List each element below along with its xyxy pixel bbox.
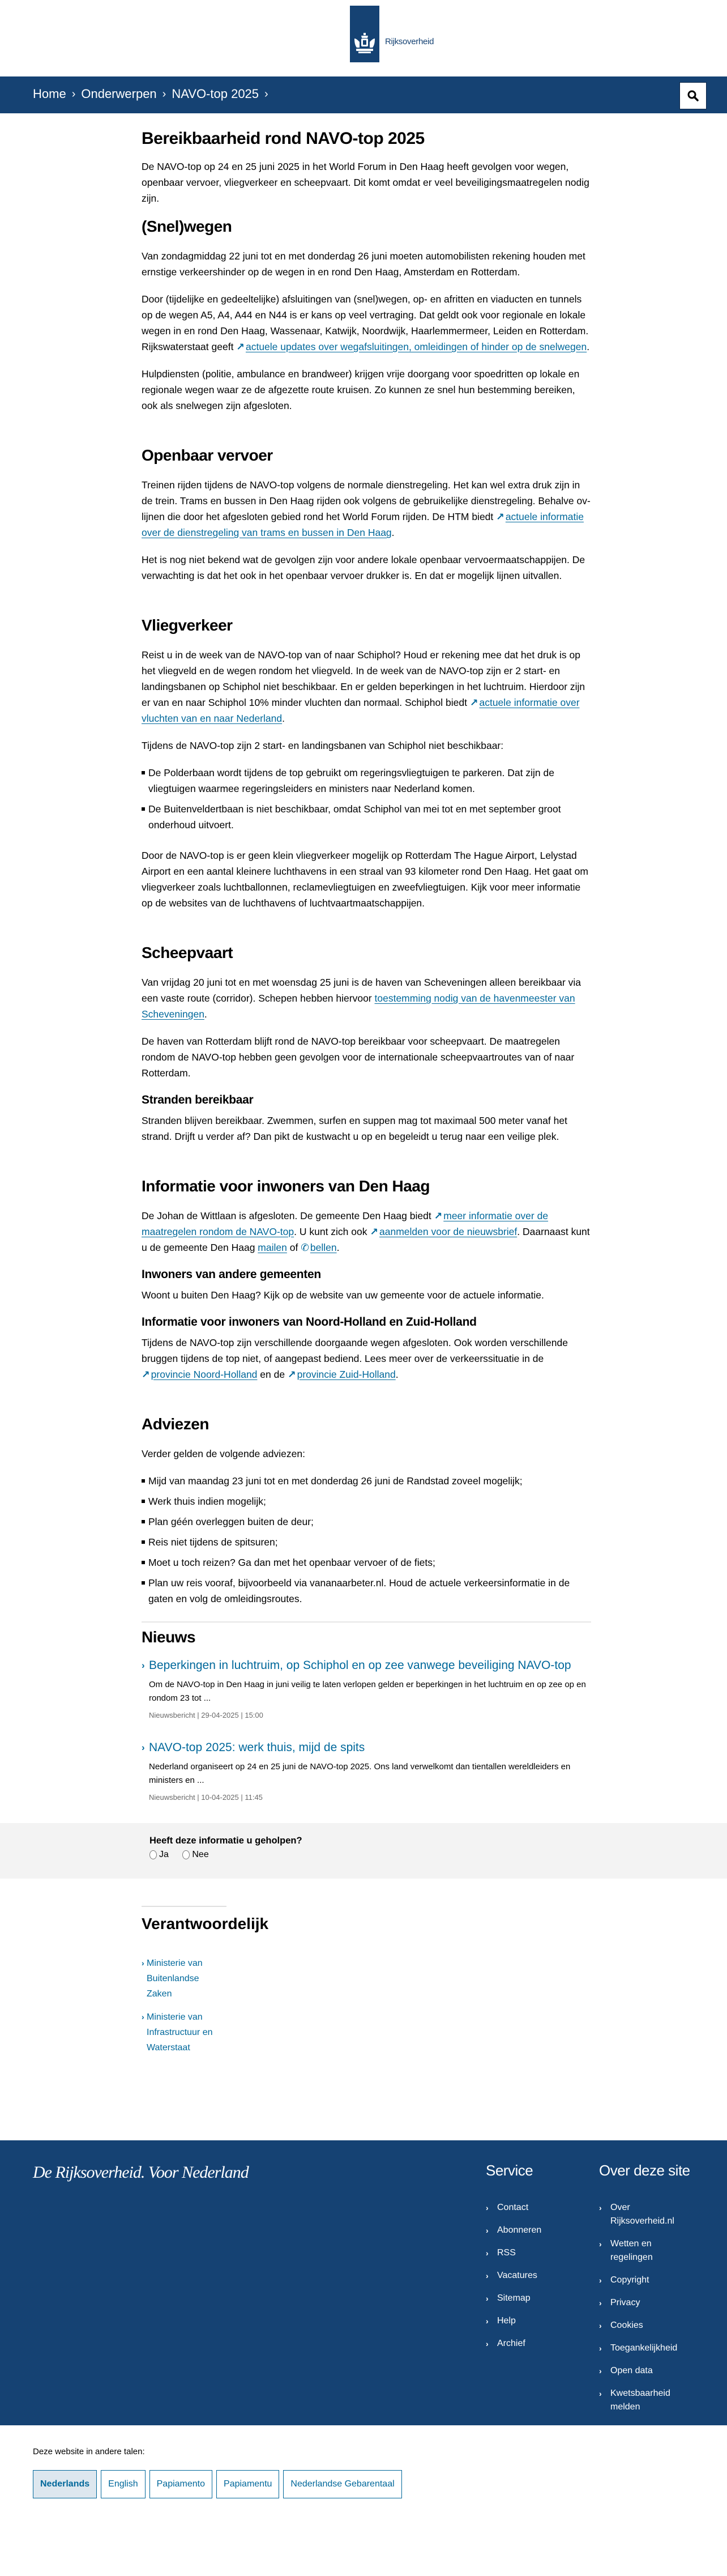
search-button[interactable]	[679, 82, 707, 109]
paragraph	[142, 647, 591, 726]
text: .	[587, 341, 590, 352]
feedback-no-radio[interactable]	[182, 1850, 208, 1860]
footer-link-text[interactable]: Over Rijksoverheid.nl	[610, 2203, 674, 2226]
section-openbaar-vervoer	[142, 446, 591, 584]
news-item	[142, 1741, 591, 1802]
footer-link-text[interactable]: Toegankelijkheid	[610, 2343, 678, 2353]
language-gebarentaal[interactable]: Nederlandse Gebarentaal	[283, 2470, 401, 2498]
search-icon	[687, 90, 699, 102]
breadcrumb-home[interactable]: Home	[33, 87, 66, 101]
text: Van vrijdag 20 juni tot en met woensdag 25 juni is de haven van Scheveningen alleen bereikbaar via een vaste route (corridor). Schepen hebben hiervoor	[142, 977, 581, 1004]
external-link-icon: ↗	[142, 1369, 150, 1380]
site-header	[0, 0, 727, 76]
text: . Daarnaast kunt u de gemeente Den Haag	[142, 1226, 590, 1253]
breadcrumb-navo-top[interactable]: NAVO-top 2025	[172, 87, 259, 101]
news-item-summary: Nederland organiseert op 24 en 25 juni de NAVO-top 2025. Ons land verwelkomt dan tientallen wereldleiders en ministers en ...	[149, 1762, 571, 1785]
paragraph	[142, 477, 591, 540]
text: Treinen rijden tijdens de NAVO-top volgens de normale dienstregeling. Het kan wel extra druk zijn in de trein. Trams en bussen in Den Haag rijden ook volgens de gebruikelijke dienstregeling. Behalve ov-lijnen die door het afgesloten gebied rond het World Forum rijden. De HTM biedt	[142, 479, 591, 522]
news-item-meta: Nieuwsbericht | 10-04-2025 | 11:45	[149, 1793, 263, 1802]
footer-link-copyright[interactable]	[599, 2273, 695, 2287]
link-zuid-holland[interactable]: provincie Zuid-Holland	[297, 1369, 396, 1380]
news-heading: Nieuws	[142, 1628, 196, 1646]
footer-link-text[interactable]: Help	[497, 2316, 516, 2326]
link-ministerie-ienw[interactable]: Ministerie van Infrastructuur en Waterstaat	[147, 2012, 213, 2053]
link-havenmeester[interactable]: toestemming nodig van de havenmeester van Scheveningen	[142, 993, 575, 1020]
phone-icon: ✆	[301, 1242, 309, 1253]
rijksoverheid-logo[interactable]	[350, 6, 434, 62]
paragraph: Hulpdiensten (politie, ambulance en brandweer) krijgen vrije doorgang voor spoedritten op lokale en regionale wegen waar ze de afgezette route kruisen. Zo kunnen ze snel hun bestemming bereiken, ook als snelwegen zijn afgesloten.	[142, 368, 580, 411]
chevron-right-icon: ›	[142, 1742, 145, 1753]
list-item: Reis niet tijdens de spitsuren;	[142, 1534, 591, 1550]
list-item: De Buitenveldertbaan is niet beschikbaar, omdat Schiphol van mei tot en met september groot onderhoud uitvoert.	[142, 801, 591, 833]
chevron-right-icon: ›	[142, 1660, 145, 1671]
radio-circle[interactable]	[182, 1850, 190, 1859]
footer-link-text[interactable]: Vacatures	[497, 2271, 537, 2280]
paragraph	[142, 974, 591, 1022]
sub-heading: Informatie voor inwoners van Noord-Holland en Zuid-Holland	[142, 1315, 477, 1329]
footer-link-text[interactable]: Abonneren	[497, 2225, 542, 2235]
external-link-icon: ↗	[287, 1369, 296, 1380]
news-item-title[interactable]: NAVO-top 2025: werk thuis, mijd de spits	[149, 1741, 365, 1754]
footer-about-column	[599, 2162, 695, 2423]
section-heading: Openbaar vervoer	[142, 446, 273, 464]
breadcrumb	[33, 87, 274, 101]
sub-heading: Inwoners van andere gemeenten	[142, 1268, 321, 1281]
list-item: Plan géén overleggen buiten de deur;	[142, 1514, 591, 1530]
link-ministerie-bz[interactable]: Ministerie van Buitenlandse Zaken	[147, 1958, 203, 1999]
section-adviezen	[142, 1415, 591, 1607]
section-heading: Scheepvaart	[142, 944, 233, 961]
language-papiamentu[interactable]: Papiamentu	[216, 2470, 279, 2498]
link-mailen[interactable]: mailen	[258, 1242, 287, 1253]
footer-link-vacatures[interactable]	[486, 2269, 582, 2283]
footer-link-sitemap[interactable]	[486, 2292, 582, 2305]
text: Tijdens de NAVO-top zijn verschillende doorgaande wegen afgesloten. Ook worden verschillende bruggen tijdens de top niet, of aangepast bediend. Lees meer over de verkeerssituatie in de	[142, 1337, 568, 1364]
section-heading: Adviezen	[142, 1415, 209, 1433]
language-papiamento[interactable]: Papiamento	[149, 2470, 212, 2498]
text: . U kunt zich ook	[294, 1226, 370, 1237]
chevron-right-icon: ›	[71, 87, 76, 100]
news-section	[142, 1628, 591, 1802]
link-noord-holland[interactable]: provincie Noord-Holland	[151, 1369, 258, 1380]
paragraph: Door de NAVO-top is er geen klein vliegverkeer mogelijk op Rotterdam The Hague Airport, Lelystad Airport en een aantal kleinere luchthavens in een straal van 93 kilometer rond Den Haag. Het gaat om vliegverkeer zoals luchtballonnen, reclamevliegtuigen en zweefvliegtuigen. Kijk voor meer informatie op de websites van de luchthavens of luchtvaartmaatschappijen.	[142, 850, 588, 909]
chevron-right-icon: ›	[486, 2317, 489, 2326]
breadcrumb-onderwerpen[interactable]: Onderwerpen	[81, 87, 157, 101]
responsible-item	[142, 2009, 215, 2055]
footer-link-cookies[interactable]	[599, 2319, 695, 2332]
footer-link-contact[interactable]	[486, 2201, 582, 2215]
text: Door (tijdelijke en gedeeltelijke) afsluitingen van (snel)wegen, op- en afritten en viaducten en tunnels op de wegen A5, A4, A44 en N44 is er kans op veel vertraging. Dat geldt ook voor regionale en lokale wegen in en rond Den Haag, Wassenaar, Katwijk, Noordwijk, Haarlemmermeer, Leiden en Rotterdam. Rijkswaterstaat geeft	[142, 293, 589, 352]
language-english[interactable]: English	[101, 2470, 145, 2498]
link-rijkswaterstaat-updates[interactable]: actuele updates over wegafsluitingen, omleidingen of hinder op de snelwegen	[245, 341, 587, 352]
list-item: De Polderbaan wordt tijdens de top gebruikt om regeringsvliegtuigen te parkeren. Dat zijn de vliegtuigen waarmee regeringsleiders en ministers naar Nederland komen.	[142, 765, 591, 797]
text: .	[282, 713, 285, 724]
feedback-section	[0, 1823, 727, 1879]
chevron-right-icon: ›	[599, 2276, 602, 2285]
list-item: Werk thuis indien mogelijk;	[142, 1493, 591, 1509]
paragraph	[142, 1335, 591, 1382]
chevron-right-icon: ›	[599, 2366, 602, 2375]
external-link-icon: ↗	[496, 511, 504, 522]
chevron-right-icon: ›	[486, 2294, 489, 2303]
footer-link-text[interactable]: Kwetsbaarheid melden	[610, 2388, 670, 2412]
site-footer	[0, 2140, 727, 2425]
footer-link-text[interactable]: Copyright	[610, 2275, 649, 2285]
paragraph: Tijdens de NAVO-top zijn 2 start- en landingsbanen van Schiphol niet beschikbaar:	[142, 740, 504, 751]
chevron-right-icon: ›	[142, 1958, 144, 1968]
footer-link-text[interactable]: Wetten en regelingen	[610, 2239, 653, 2262]
paragraph	[142, 1208, 591, 1255]
bullet-list	[142, 765, 591, 833]
divider	[142, 1906, 226, 1907]
paragraph: Verder gelden de volgende adviezen:	[142, 1448, 305, 1459]
footer-link-help[interactable]	[486, 2314, 582, 2328]
text: .	[391, 527, 395, 538]
chevron-right-icon: ›	[486, 2226, 489, 2235]
footer-link-open-data[interactable]	[599, 2364, 695, 2378]
footer-column-heading: Over deze site	[599, 2162, 690, 2179]
footer-link-over[interactable]	[599, 2201, 695, 2228]
section-vliegverkeer	[142, 616, 591, 911]
footer-link-abonneren[interactable]	[486, 2224, 582, 2237]
footer-link-text[interactable]: Privacy	[610, 2298, 640, 2307]
paragraph: Het is nog niet bekend wat de gevolgen zijn voor andere lokale openbaar vervoermaatschappijen. De verwachting is dat het ook in het openbaar vervoer drukker is. En dat er mogelijk lijnen uitvallen.	[142, 554, 585, 581]
text: Reist u in de week van de NAVO-top van of naar Schiphol? Houd er rekening mee dat het druk is op het vliegveld en de wegen rondom het vliegveld. In de week van de NAVO-top zijn er 2 start- en landingsbanen op Schiphol niet beschikbaar. En er gelden beperkingen in het luchtruim. Hierdoor zijn er van en naar Schiphol 10% minder vluchten dan normaal. Schiphol biedt	[142, 649, 585, 708]
paragraph: Woont u buiten Den Haag? Kijk op de website van uw gemeente voor de actuele informatie.	[142, 1289, 544, 1301]
footer-link-text[interactable]: Open data	[610, 2366, 653, 2375]
responsible-item	[142, 1956, 215, 2002]
main-content	[132, 129, 595, 1802]
text: of	[286, 1242, 301, 1253]
footer-link-text[interactable]: Cookies	[610, 2320, 643, 2330]
chevron-right-icon: ›	[162, 87, 166, 100]
text: De Johan de Wittlaan is afgesloten. De gemeente Den Haag biedt	[142, 1210, 434, 1221]
footer-link-archief[interactable]	[486, 2337, 582, 2351]
news-item	[142, 1659, 591, 1719]
list-item: Moet u toch reizen? Ga dan met het openbaar vervoer of de fiets;	[142, 1555, 591, 1570]
radio-label: Ja	[159, 1850, 169, 1859]
feedback-yes-radio[interactable]	[149, 1850, 169, 1860]
section-heading: (Snel)wegen	[142, 218, 232, 235]
section-scheepvaart	[142, 944, 591, 1144]
divider	[142, 1621, 591, 1623]
news-item-summary: Om de NAVO-top in Den Haag in juni veilig te laten verlopen gelden er beperkingen in het luchtruim en op zee op en rondom 23 tot ...	[149, 1680, 586, 1703]
responsible-section	[132, 1879, 595, 2055]
language-label: Deze website in andere talen:	[33, 2447, 145, 2456]
chevron-right-icon: ›	[599, 2239, 602, 2249]
footer-link-privacy[interactable]	[599, 2296, 695, 2310]
footer-link-rss[interactable]	[486, 2246, 582, 2260]
chevron-right-icon: ›	[264, 87, 268, 100]
paragraph: De haven van Rotterdam blijft rond de NAVO-top bereikbaar voor scheepvaart. De maatregelen rondom de NAVO-top hebben geen gevolgen voor de internationale scheepvaartroutes van of naar Rotterdam.	[142, 1036, 575, 1079]
link-bellen[interactable]: bellen	[310, 1242, 337, 1253]
list-item: Plan uw reis vooraf, bijvoorbeeld via vananaarbeter.nl. Houd de actuele verkeersinformatie in de gaten en volg de omleidingsroutes.	[142, 1575, 591, 1607]
chevron-right-icon: ›	[599, 2389, 602, 2398]
radio-circle[interactable]	[149, 1850, 157, 1859]
footer-link-wetten[interactable]	[599, 2237, 695, 2264]
footer-link-text[interactable]: RSS	[497, 2248, 516, 2258]
chevron-right-icon: ›	[486, 2203, 489, 2212]
language-selector	[0, 2425, 727, 2532]
chevron-right-icon: ›	[486, 2339, 489, 2348]
section-den-haag	[142, 1177, 591, 1382]
text: .	[395, 1369, 399, 1380]
news-item-title[interactable]: Beperkingen in luchtruim, op Schiphol en op zee vanwege beveiliging NAVO-top	[149, 1659, 571, 1672]
link-gemeente-maatregelen[interactable]: meer informatie over de maatregelen rondom de NAVO-top	[142, 1210, 549, 1237]
chevron-right-icon: ›	[486, 2249, 489, 2258]
paragraph	[142, 291, 591, 355]
feedback-question: Heeft deze informatie u geholpen?	[149, 1836, 302, 1846]
external-link-icon: ↗	[434, 1210, 443, 1221]
footer-service-column	[486, 2162, 582, 2360]
footer-link-text[interactable]: Contact	[497, 2203, 529, 2212]
language-nederlands[interactable]: Nederlands	[33, 2470, 97, 2498]
paragraph: Stranden blijven bereikbaar. Zwemmen, surfen en suppen mag tot maximaal 500 meter vanaf het strand. Drijft u verder af? Dan pikt de kustwacht u op en begeleidt u terug naar een veilige plek.	[142, 1115, 567, 1142]
external-link-icon: ↗	[370, 1226, 379, 1237]
text: en de	[257, 1369, 288, 1380]
chevron-right-icon: ›	[486, 2271, 489, 2280]
bullet-list	[142, 1473, 591, 1607]
section-snelwegen	[142, 218, 591, 414]
coat-of-arms-icon	[350, 6, 379, 62]
chevron-right-icon: ›	[599, 2344, 602, 2353]
news-item-meta: Nieuwsbericht | 29-04-2025 | 15:00	[149, 1711, 263, 1719]
logo-text: Rijksoverheid	[385, 36, 434, 46]
text: .	[204, 1008, 207, 1020]
chevron-right-icon: ›	[142, 2012, 144, 2021]
link-nieuwsbrief[interactable]: aanmelden voor de nieuwsbrief	[379, 1226, 518, 1237]
sub-heading: Stranden bereikbaar	[142, 1093, 254, 1106]
list-item: Mijd van maandag 23 juni tot en met donderdag 26 juni de Randstad zoveel mogelijk;	[142, 1473, 591, 1489]
chevron-right-icon: ›	[599, 2298, 602, 2307]
external-link-icon: ↗	[469, 697, 478, 708]
intro-text: De NAVO-top op 24 en 25 juni 2025 in het World Forum in Den Haag heeft gevolgen voor wegen, openbaar vervoer, vliegverkeer en scheepvaart. Dit komt omdat er veel beveiligingsmaatregelen nodig zijn.	[142, 161, 589, 204]
section-heading: Informatie voor inwoners van Den Haag	[142, 1177, 430, 1195]
link-schiphol-vluchten[interactable]: actuele informatie over vluchten van en naar Nederland	[142, 697, 580, 724]
external-link-icon: ↗	[236, 341, 245, 352]
footer-link-toegankelijkheid[interactable]	[599, 2341, 695, 2355]
footer-link-kwetsbaarheid[interactable]	[599, 2387, 695, 2414]
navbar	[0, 76, 727, 113]
paragraph: Van zondagmiddag 22 juni tot en met donderdag 26 juni moeten automobilisten rekening houden met ernstige verkeershinder op de wegen in en rond Den Haag, Amsterdam en Rotterdam.	[142, 250, 585, 278]
link-htm-dienstregeling[interactable]: actuele informatie over de dienstregeling van trams en bussen in Den Haag	[142, 511, 584, 538]
footer-column-heading: Service	[486, 2162, 533, 2179]
chevron-right-icon: ›	[599, 2321, 602, 2330]
footer-link-text[interactable]: Archief	[497, 2339, 525, 2348]
section-heading: Vliegverkeer	[142, 616, 233, 634]
radio-label: Nee	[192, 1850, 209, 1859]
footer-link-text[interactable]: Sitemap	[497, 2293, 531, 2303]
responsible-heading: Verantwoordelijk	[142, 1915, 269, 1932]
text: .	[336, 1242, 340, 1253]
page-title: Bereikbaarheid rond NAVO-top 2025	[142, 129, 425, 148]
chevron-right-icon: ›	[599, 2203, 602, 2212]
footer-tagline: De Rijksoverheid. Voor Nederland	[33, 2163, 249, 2182]
